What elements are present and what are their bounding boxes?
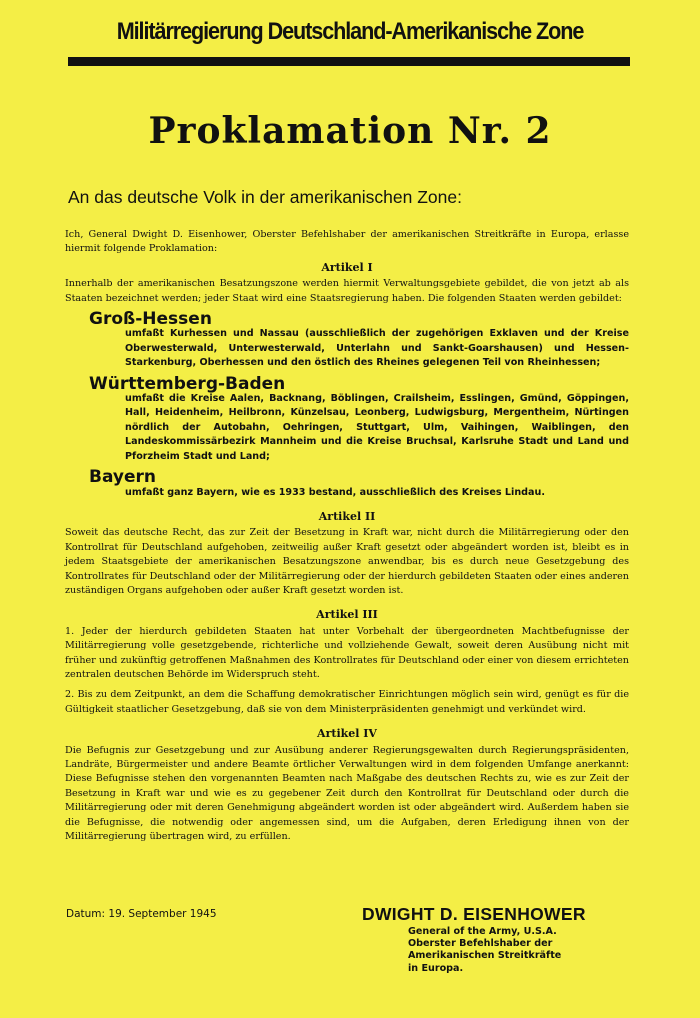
proclamation-body	[65, 228, 629, 844]
signature-titles	[408, 926, 561, 975]
article-4-heading: Artikel IV	[317, 727, 377, 741]
subtitle: An das deutsche Volk in der amerikanischen Zone:	[68, 187, 462, 207]
article-1-text: Innerhalb der amerikanischen Besatzungszone werden hiermit Verwaltungsgebiete gebildet, die von jetzt ab als Staaten bezeichnet werden; jeder Staat wird eine Staatsregierung haben. Die folgenden Staaten werden gebildet:	[65, 278, 629, 304]
signature-line: Amerikanischen Streitkräfte	[408, 950, 562, 962]
article-3-paragraph-2: 2. Bis zu dem Zeitpunkt, an dem die Schaffung demokratischer Einrichtungen möglich sein wird, genügt es für die Gültigkeit staatlicher Gesetzgebung, daß sie von dem Ministerpräsidenten genehmigt und verkündet wird.	[65, 689, 629, 715]
state-name-wuerttemberg-baden: Württemberg-Baden	[89, 373, 286, 394]
header-rule	[68, 57, 630, 66]
article-2-heading: Artikel II	[318, 509, 376, 523]
signature-name: DWIGHT D. EISENHOWER	[362, 904, 586, 924]
state-desc-wuerttemberg-baden: umfaßt die Kreise Aalen, Backnang, Böblingen, Crailsheim, Esslingen, Gmünd, Göppingen, Hall, Heidenheim, Heilbronn, Künzelsau, Leonberg, Ludwigsburg, Mergentheim, Nürtingen nördlich der Autobahn, Oehringen, Stuttgart, Ulm, Vaihingen, Waiblingen, den Landeskommissärbezirk Mannheim und die Kreise Bruchsal, Karlsruhe Stadt und Land und Pforzheim Stadt und Land;	[125, 393, 629, 462]
signature-line: Oberster Befehlshaber der	[408, 938, 553, 950]
date-line: Datum: 19. September 1945	[66, 908, 217, 920]
state-desc-gross-hessen: umfaßt Kurhessen und Nassau (ausschließlich der zugehörigen Exklaven und der Kreise Oberwesterwald, Unterwesterwald, Unterlahn und Sankt-Goarshausen) und Hessen-Starkenburg, Oberhessen und den östlich des Rheines gelegenen Teil von Rheinhessen;	[125, 328, 629, 369]
article-3-paragraph-1: 1. Jeder der hierdurch gebildeten Staaten hat unter Vorbehalt der übergeordneten Machtbefugnisse der Militärregierung volle gesetzgebende, richterliche und vollziehende Gewalt, soweit deren Ausübung nicht mit früher und zukünftig getroffenen Maßnahmen des Kontrollrates für Deutschland oder einer von diesem errichteten zentralen deutschen Behörde im Widerspruch steht.	[65, 625, 629, 680]
article-2-text: Soweit das deutsche Recht, das zur Zeit der Besetzung in Kraft war, nicht durch die Militärregierung oder den Kontrollrat für Deutschland aufgehoben, zeitweilig außer Kraft gesetzt oder abgeändert worden ist, bleibt es in jedem Staatsgebiete der amerikanischen Besatzungszone anwendbar, bis es durch neue Gesetzgebung des Kontrollrates für Deutschland oder der Militärregierung oder der hierdurch gebildeten Staaten oder eines anderen zuständigen Organs aufgehoben oder außer Kraft gesetzt worden ist.	[65, 527, 629, 596]
state-desc-bayern: umfaßt ganz Bayern, wie es 1933 bestand, ausschließlich des Kreises Lindau.	[125, 486, 545, 498]
article-3-heading: Artikel III	[316, 608, 378, 622]
state-name-bayern: Bayern	[89, 467, 157, 488]
intro-paragraph: Ich, General Dwight D. Eisenhower, Oberster Befehlshaber der amerikanischen Streitkräfte in Europa, erlasse hiermit folgende Proklamation:	[65, 229, 629, 255]
article-1-heading: Artikel I	[321, 260, 373, 274]
state-name-gross-hessen: Groß-Hessen	[89, 309, 212, 330]
signature-line: in Europa.	[408, 962, 464, 974]
page-title: Proklamation Nr. 2	[148, 110, 552, 152]
header-military-government: Militärregierung Deutschland-Amerikanische Zone	[116, 18, 584, 45]
signature-line: General of the Army, U.S.A.	[408, 926, 557, 937]
article-4-text: Die Befugnis zur Gesetzgebung und zur Ausübung anderer Regierungsgewalten durch Regierungspräsidenten, Landräte, Bürgermeister und andere Beamte örtlicher Verwaltungen wird in dem folgenden Umfange anerkannt: Diese Befugnisse stehen den vorgenannten Beamten nach Maßgabe des deutschen Rechts zu, wie es zur Zeit der Besetzung in Kraft war und wie es zu gegebener Zeit durch den Kontrollrat für Deutschland oder durch die Militärregierung oder mit deren Genehmigung abgeändert worden ist oder abgeändert wird. Außerdem haben sie die Befugnisse, die notwendig oder angemessen sind, um die Aufgaben, deren Erledigung ihnen von der Militärregierung übertragen wird, zu erfüllen.	[65, 744, 629, 843]
